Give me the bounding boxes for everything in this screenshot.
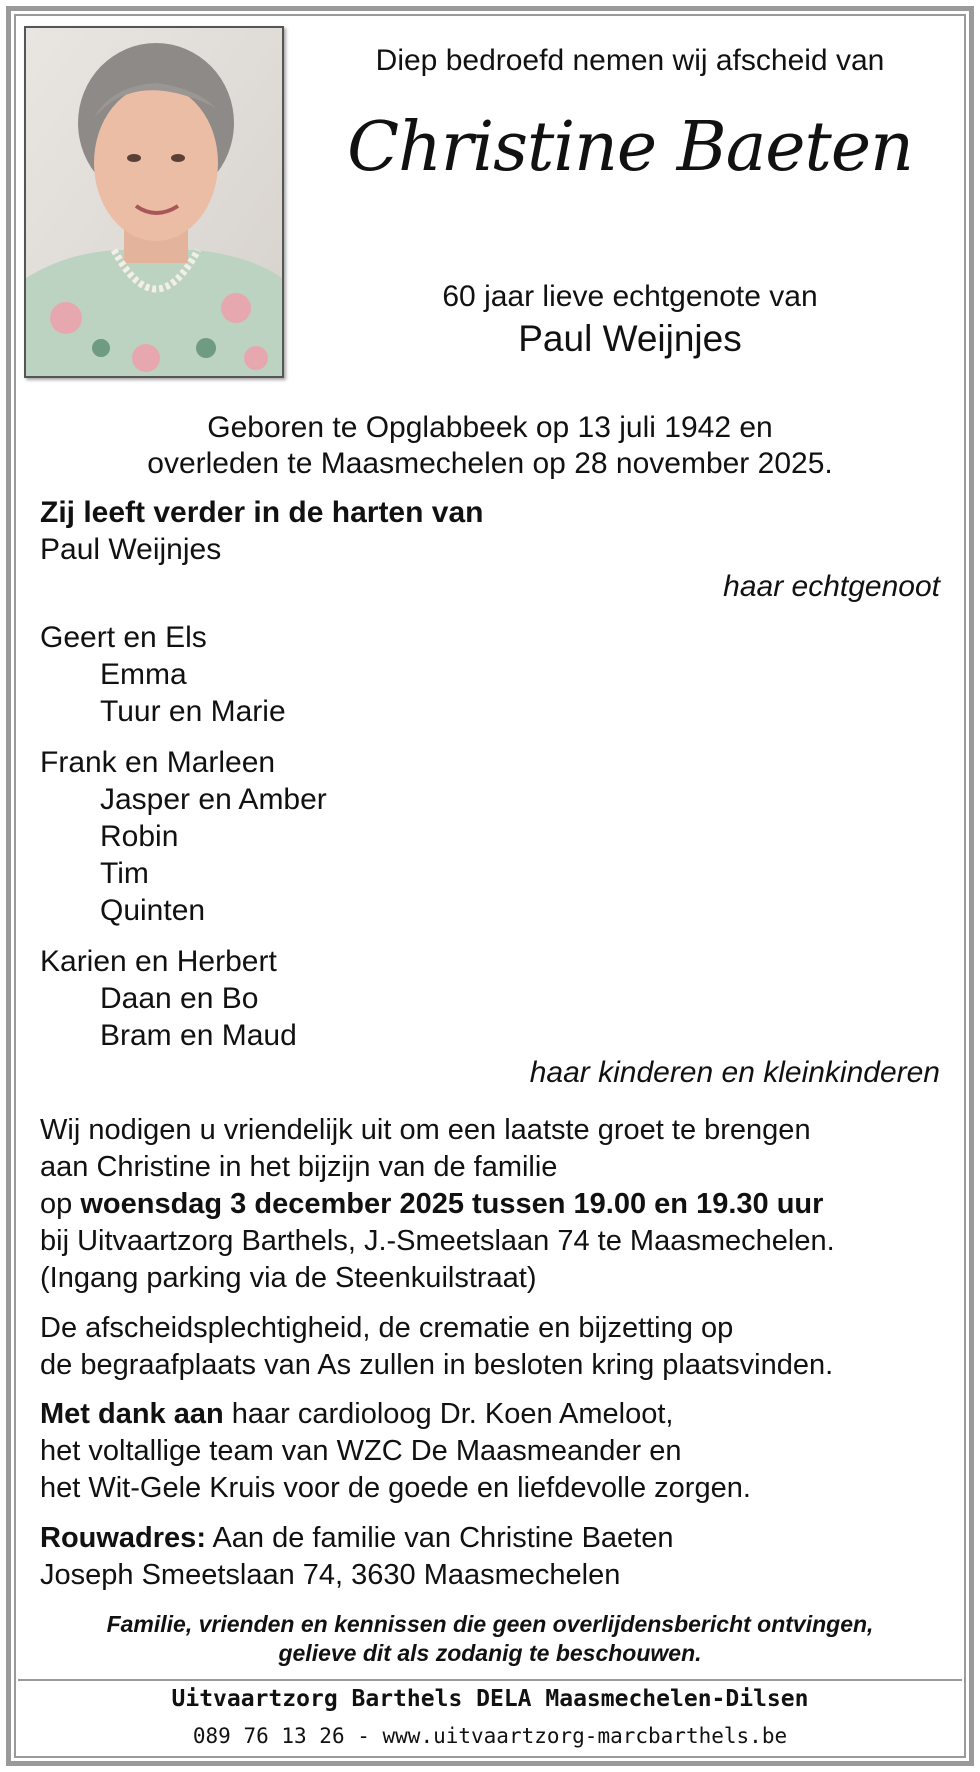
family-grandchild: Bram en Maud [100, 1019, 297, 1052]
family-grandchild: Jasper en Amber [100, 783, 327, 816]
portrait-photo [24, 26, 284, 378]
born-line: Geboren te Opglabbeek op 13 juli 1942 en [207, 411, 773, 444]
family-heading: Zij leeft verder in de harten van [40, 496, 484, 529]
ceremony-paragraph [40, 1310, 940, 1384]
invitation-date-line [40, 1186, 940, 1223]
invitation-line: Wij nodigen u vriendelijk uit om een laatste groet te brengen [40, 1114, 811, 1146]
family-parent: Karien en Herbert [40, 945, 277, 978]
family-grandchild: Robin [100, 820, 179, 853]
footer-divider [18, 1679, 962, 1681]
invitation-line: aan Christine in het bijzijn van de familie [40, 1151, 558, 1183]
funeral-home-contact: 089 76 13 26 - www.uitvaartzorg-marcbarthels.be [192, 1724, 788, 1748]
ceremony-line: De afscheidsplechtigheid, de crematie en bijzetting op [40, 1312, 734, 1344]
family-grandchild: Tim [100, 857, 149, 890]
spouse-name: Paul Weijnjes [518, 318, 742, 359]
family-parent: Geert en Els [40, 621, 207, 654]
address-street: Joseph Smeetslaan 74, 3630 Maasmechelen [40, 1559, 621, 1591]
thanks-line: Met dank aan haar cardioloog Dr. Koen Ameloot, [40, 1398, 674, 1430]
family-grandchild: Daan en Bo [100, 982, 259, 1015]
invitation-paragraph [40, 1112, 940, 1297]
invitation-location: bij Uitvaartzorg Barthels, J.-Smeetslaan 74 te Maasmechelen. [40, 1225, 835, 1257]
thanks-line: het Wit-Gele Kruis voor de goede en liefdevolle zorgen. [40, 1472, 751, 1504]
deceased-name: Christine Baeten [347, 108, 913, 187]
family-grandchild: Emma [100, 658, 187, 691]
family-list [40, 494, 940, 1091]
address-paragraph [40, 1520, 940, 1594]
thanks-label: Met dank aan [40, 1398, 224, 1430]
family-parent: Frank en Marleen [40, 746, 276, 779]
invitation-prefix: op [40, 1188, 81, 1220]
family-spouse: Paul Weijnjes [40, 533, 222, 566]
visitation-datetime: woensdag 3 december 2025 tussen 19.00 en 19.30 uur [80, 1188, 824, 1220]
years-married-line: 60 jaar lieve echtgenote van [442, 280, 818, 313]
ceremony-line: de begraafplaats van As zullen in besloten kring plaatsvinden. [40, 1349, 834, 1381]
died-line: overleden te Maasmechelen op 28 november 2025. [147, 447, 833, 480]
birth-death-dates [40, 410, 940, 482]
address-label: Rouwadres: [40, 1522, 206, 1554]
family-grandchild: Quinten [100, 894, 206, 927]
children-role: haar kinderen en kleinkinderen [529, 1056, 940, 1089]
intro-line: Diep bedroefd nemen wij afscheid van [375, 44, 885, 77]
notice-note: Familie, vrienden en kennissen die geen overlijdensbericht ontvingen, gelieve dit als zodanig te beschouwen. [106, 1611, 874, 1666]
spouse-role: haar echtgenoot [723, 570, 940, 603]
portrait-illustration [26, 28, 282, 376]
thanks-line: het voltallige team van WZC De Maasmeander en [40, 1435, 682, 1467]
family-grandchild: Tuur en Marie [100, 695, 286, 728]
funeral-home-name: Uitvaartzorg Barthels DELA Maasmechelen-Dilsen [171, 1686, 809, 1712]
parking-note: (Ingang parking via de Steenkuilstraat) [40, 1262, 537, 1294]
address-line: Rouwadres: Aan de familie van Christine Baeten [40, 1522, 674, 1554]
thanks-paragraph [40, 1396, 940, 1507]
